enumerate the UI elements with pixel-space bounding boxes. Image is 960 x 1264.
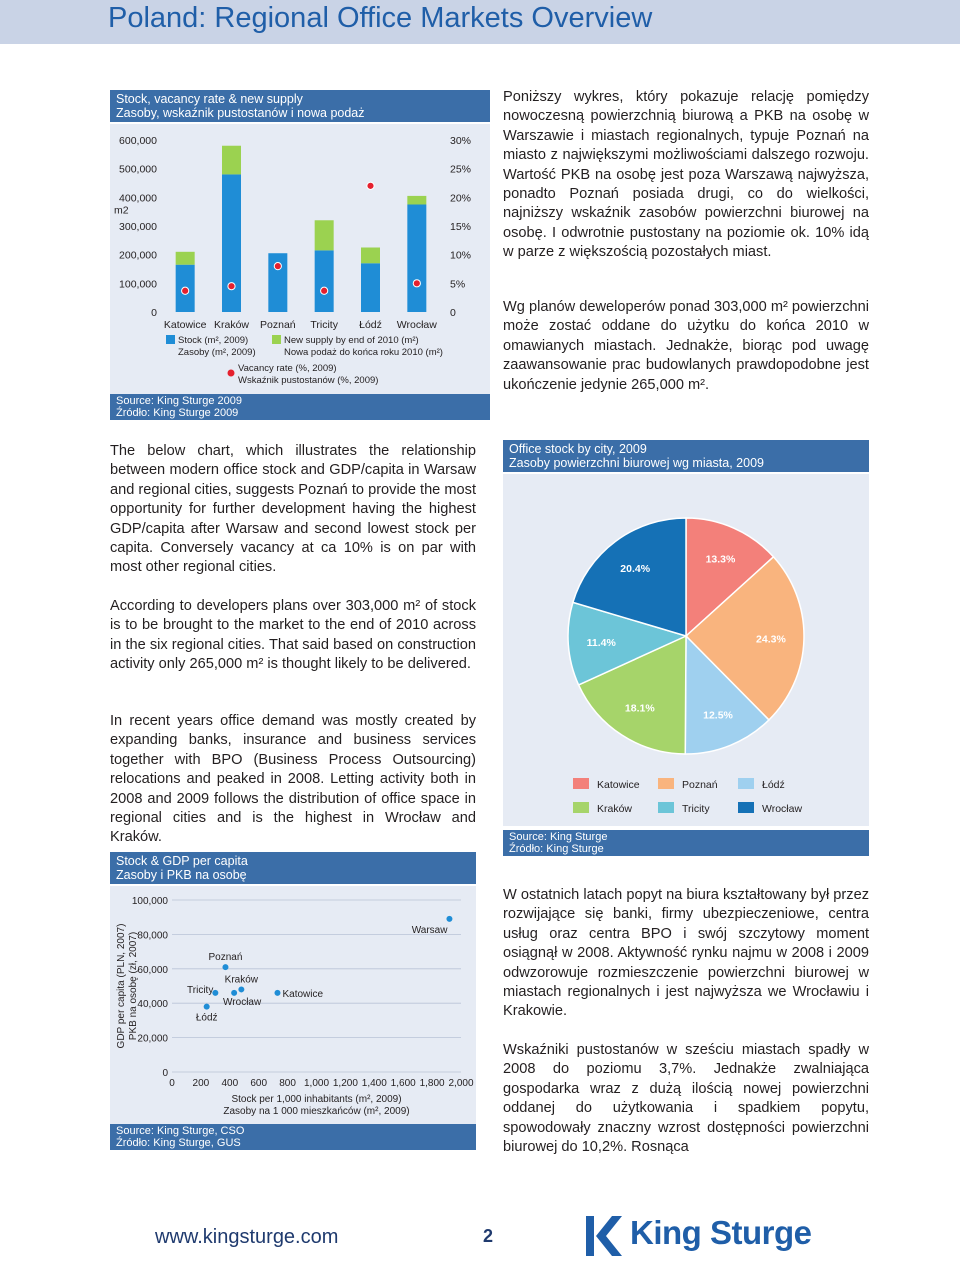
page-number: 2	[483, 1226, 494, 1246]
vacancy-point	[413, 280, 420, 287]
pie-legend-label: Łódź	[762, 779, 785, 791]
paragraph-pl-2: Wg planów deweloperów ponad 303,000 m² powierzchni może zostać oddane do użytku do końca 2010 w omawianych miastach. Jednakże, biorąc pod uwagę zaawansowanie prac budowlanych prawdopodobne jest ukończenie jedynie 265,000 m².	[503, 299, 869, 393]
legend-stock-pl: Zasoby (m², 2009)	[178, 347, 256, 358]
x-tick: 400	[221, 1078, 239, 1089]
category-label: Poznań	[260, 319, 296, 331]
x-tick: 800	[279, 1078, 296, 1089]
x-tick: 200	[192, 1078, 210, 1089]
x-axis-label-en: Stock per 1,000 inhabitants (m², 2009)	[231, 1094, 402, 1105]
category-label: Wrocław	[396, 319, 437, 331]
scatter-point	[231, 990, 237, 996]
y-left-tick: 600,000	[119, 135, 157, 147]
pie-value-label: 13.3%	[705, 553, 736, 566]
supply-bar	[407, 196, 426, 205]
pie-legend-label: Katowice	[597, 779, 640, 791]
paragraph-pl-4: Wskaźniki pustostanów w sześciu miastach spadły w 2008 do poziomu 3,7%. Jednakże zwalniająca gospodarka wraz z dużą ilością nowej powierzchni oddanej do użytkowania i spadkiem popytu, spowodowały znaczny wzrost dostępności powierzchni biurowej do 10,2%. Rosnąca	[503, 1042, 869, 1156]
scatter-label: Katowice	[282, 988, 324, 1000]
footer-url[interactable]: www.kingsturge.com	[155, 1226, 339, 1248]
stock-bar	[361, 263, 380, 312]
supply-bar	[361, 248, 380, 264]
y-unit-label: m2	[114, 204, 129, 217]
office-stock-pie	[503, 474, 869, 826]
legend-stock-en: Stock (m², 2009)	[178, 335, 249, 346]
x-tick: 1,400	[361, 1078, 387, 1089]
pie-legend-swatch	[658, 778, 674, 789]
scatter-label: Łódź	[195, 1012, 218, 1024]
chart1-heading-pl: Zasoby, wskaźnik pustostanów i nowa podaż	[116, 106, 365, 120]
vacancy-point	[367, 182, 374, 189]
x-tick: 2,000	[448, 1078, 474, 1089]
x-axis-label-pl: Zasoby na 1 000 mieszkańców (m², 2009)	[223, 1106, 410, 1117]
legend-supply-swatch	[272, 335, 281, 344]
y-right-tick: 25%	[450, 163, 472, 176]
pie-legend-label: Wrocław	[762, 803, 803, 815]
category-label: Kraków	[213, 319, 250, 331]
chart1-heading	[110, 90, 490, 122]
y-tick: 0	[162, 1068, 168, 1079]
pie-legend-swatch	[573, 778, 589, 789]
chart2-source	[503, 830, 869, 856]
pie-legend-label: Kraków	[597, 803, 633, 815]
supply-bar	[176, 252, 195, 265]
y-tick: 20,000	[137, 1033, 168, 1045]
scatter-point	[222, 964, 228, 970]
y-right-tick: 15%	[450, 221, 472, 233]
y-tick: 40,000	[137, 999, 168, 1011]
pie-legend-swatch	[738, 778, 754, 789]
chart2-source-pl: Źródło: King Sturge	[509, 843, 604, 855]
y-tick: 80,000	[137, 930, 168, 942]
scatter-label: Tricity	[187, 984, 214, 996]
paragraph-pl-1: Poniższy wykres, który pokazuje relację pomiędzy nowoczesną powierzchnią biurową a PKB na osobę w Warszawie i miastach regionalnych, typuje Poznań na miasto z największymi możliwościami dalszego rozwoju. Wartość PKB na osobę jest poza Warszawą najwyższa, ponadto Poznań posiada drugi, co do wielkości, najniższy wskaźnik zasobów powierzchni biurowej na osobę. I odwrotnie pustostany na poziomie ok. 10% idą w parze z większością pozostałych miast.	[503, 89, 869, 261]
pie-legend-swatch	[738, 802, 754, 813]
scatter-point	[274, 990, 280, 996]
pie-value-label: 18.1%	[624, 702, 655, 715]
category-label: Łódź	[359, 319, 382, 331]
y-left-tick: 300,000	[119, 221, 157, 233]
pie-legend-swatch	[573, 802, 589, 813]
chart3-source-en: Source: King Sturge, CSO	[116, 1125, 245, 1137]
chart3-heading-en: Stock & GDP per capita	[116, 854, 248, 868]
x-tick: 600	[250, 1078, 268, 1089]
pie-value-label: 11.4%	[586, 636, 616, 649]
scatter-label: Kraków	[224, 974, 259, 986]
y-left-tick: 0	[151, 307, 157, 319]
chart3-heading-pl: Zasoby i PKB na osobę	[116, 868, 247, 882]
x-tick: 1,000	[303, 1078, 330, 1089]
chart2-heading-en: Office stock by city, 2009	[509, 442, 647, 456]
y-right-tick: 0	[450, 307, 456, 319]
chart2-source-en: Source: King Sturge	[509, 831, 608, 843]
logo-text: King Sturge	[630, 1214, 812, 1251]
category-label: Katowice	[163, 319, 207, 331]
vacancy-point	[182, 287, 189, 294]
x-tick: 1,600	[390, 1078, 416, 1089]
logo-mark-icon	[582, 1214, 626, 1258]
vacancy-point	[274, 263, 281, 270]
legend-vacancy-en: Vacancy rate (%, 2009)	[238, 363, 337, 374]
y-left-tick: 400,000	[119, 192, 157, 205]
y-right-tick: 30%	[450, 135, 472, 147]
pie-value-label: 24.3%	[756, 633, 786, 646]
stock-vacancy-chart	[110, 124, 490, 394]
vacancy-point	[321, 287, 328, 294]
scatter-label: Poznań	[208, 952, 243, 964]
paragraph-en-2: According to developers plans over 303,000 m² of stock is to be brought to the market to the end of 2010 across in the six regional cities. That said based on construction activity only 265,000 m² is thought likely to be delivered.	[110, 598, 476, 673]
scatter-point	[446, 916, 452, 922]
chart2-heading-pl: Zasoby powierzchni biurowej wg miasta, 2009	[509, 456, 764, 470]
vacancy-point	[228, 283, 235, 290]
chart2-heading	[503, 440, 869, 472]
king-sturge-logo	[582, 1214, 842, 1258]
chart1-heading-en: Stock, vacancy rate & new supply	[116, 92, 303, 106]
paragraph-en-3: In recent years office demand was mostly created by expanding banks, insurance and business services together with BPO (Business Process Outsourcing) relocations and peaked in 2008. Letting activity both in 2008 and 2009 follows the distribution of office space in regional cities and is the highest in Wrocław and Kraków.	[110, 713, 476, 846]
page-header	[0, 0, 960, 44]
y-tick: 100,000	[131, 896, 168, 907]
x-tick: 1,800	[419, 1078, 445, 1089]
pie-legend-swatch	[658, 802, 674, 813]
legend-vacancy-swatch	[228, 370, 235, 377]
legend-stock-swatch	[166, 335, 175, 344]
pie-legend-label: Poznań	[682, 779, 718, 791]
scatter-point	[238, 986, 244, 992]
supply-bar	[315, 220, 334, 250]
y-axis-label-pl: PKB na osobę (zł, 2007)	[128, 931, 139, 1041]
scatter-point	[204, 1004, 210, 1010]
chart3-source-pl: Źródło: King Sturge, GUS	[116, 1137, 241, 1149]
scatter-label: Warsaw	[411, 924, 448, 936]
pie-legend-label: Tricity	[682, 803, 710, 815]
supply-bar	[222, 146, 241, 175]
paragraph-en-1: The below chart, which illustrates the relationship between modern office stock and GDP/capita in Warsaw and regional cities, suggests Poznań to provide the most opportunity for further development having the highest GDP/capita after Warsaw and second lowest stock per capita. Conversely vacancy at ca 10% is on par with most other regional cities.	[110, 443, 476, 576]
scatter-label: Wrocław	[223, 996, 262, 1008]
y-left-tick: 500,000	[119, 163, 157, 176]
stock-bar	[407, 205, 426, 313]
legend-supply-pl: Nowa podaż do końca roku 2010 (m²)	[284, 347, 443, 358]
stock-bar	[315, 250, 334, 312]
category-label: Tricity	[310, 319, 338, 331]
y-axis-label-en: GDP per capita (PLN, 2007)	[116, 923, 127, 1049]
y-right-tick: 5%	[450, 278, 466, 291]
y-right-tick: 10%	[450, 249, 472, 262]
pie-value-label: 20.4%	[620, 562, 651, 575]
stock-gdp-scatter	[110, 886, 476, 1124]
y-left-tick: 200,000	[119, 249, 157, 262]
stock-bar	[222, 174, 241, 312]
paragraph-pl-3: W ostatnich latach popyt na biura kształtowany był przez rozwijające się banki, firmy ubezpieczeniowe, centra usług oraz centra BPO i swój szczytowy moment osiągnął w 2008. Aktywność rynku najmu w 2008 i 2009 odwzorowuje rozmieszczenie powierzchni biurowej w miastach regionalnych i jest najwyższa we Wrocławiu i Krakowie.	[503, 887, 869, 1020]
chart3-heading	[110, 852, 476, 884]
legend-supply-en: New supply by end of 2010 (m²)	[284, 335, 419, 346]
chart1-source-en: Source: King Sturge 2009	[116, 395, 242, 407]
y-right-tick: 20%	[450, 192, 472, 205]
pie-value-label: 12.5%	[703, 709, 733, 722]
chart1-source	[110, 394, 490, 420]
y-left-tick: 100,000	[119, 278, 157, 291]
y-tick: 60,000	[137, 964, 168, 976]
x-tick: 0	[169, 1078, 175, 1089]
x-tick: 1,200	[332, 1078, 358, 1089]
page-title: Poland: Regional Office Markets Overview	[108, 2, 653, 34]
chart3-source	[110, 1124, 476, 1150]
chart1-source-pl: Źródło: King Sturge 2009	[116, 407, 239, 419]
legend-vacancy-pl: Wskaźnik pustostanów (%, 2009)	[238, 375, 379, 386]
